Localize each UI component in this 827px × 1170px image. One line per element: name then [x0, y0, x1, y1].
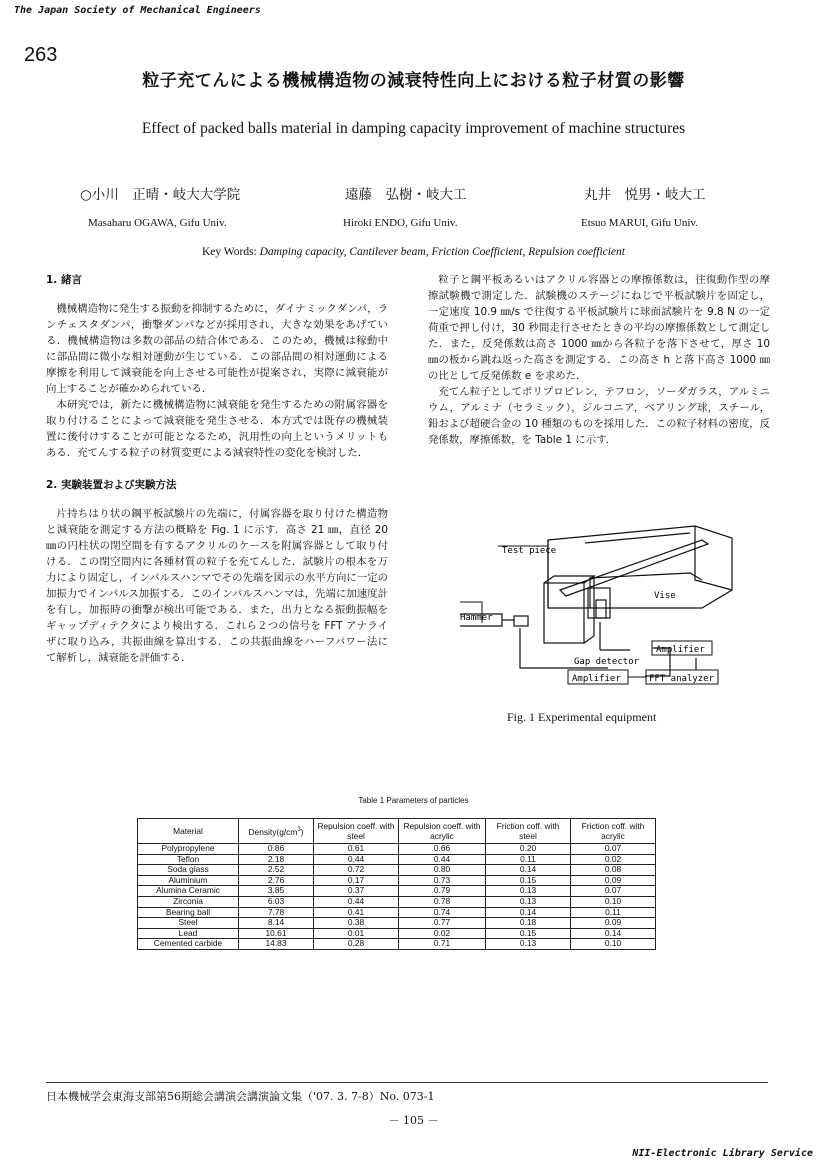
- right-column: [428, 272, 770, 448]
- table-cell: 0.07: [571, 844, 656, 855]
- table-cell: 2.52: [239, 865, 314, 876]
- table-cell: 0.11: [571, 907, 656, 918]
- section-1-paragraph-2: 本研究では，新たに機械構造物に減衰能を発生するための附属容器を取り付けることによって減衰能を発生させる．本方式では既存の機械装置に後付けすることが可能となるため，汎用性の向上というメリットもある．充てんする粒子の材質変更による減衰特性の変化を検討した．: [46, 399, 388, 459]
- society-header: The Japan Society of Mechanical Engineers: [14, 5, 261, 16]
- section-1-paragraph-1: 機械構造物に発生する振動を抑制するために，ダイナミックダンパ，ランチェスタダンパ，衝撃ダンパなどが採用され，大きな効果をあげている．機械構造物は多数の部品の結合体である．このため，機械は稼動中に部品間に微小な相対運動が生じている．この部品間の相対運動による摩擦を利用して減衰能を向上させる可能性が提案され，実際に減衰能が向上することが確かめられている．: [46, 303, 388, 395]
- amplifier-bottom-label: Amplifier: [572, 674, 621, 684]
- table-cell: Lead: [138, 928, 239, 939]
- table-cell: 0.18: [486, 918, 571, 929]
- table-cell: Alumina Ceramic: [138, 886, 239, 897]
- right-paragraph-2: 充てん粒子としてポリプロピレン，テフロン，ソーダガラス，アルミニウム，アルミナ（セラミック），ジルコニア，ベアリング球，スチール，鉛および超硬合金の 10 種類のものを採用した．この粒子材料の密度，反発係数，摩擦係数，を Table 1 に示す．: [428, 386, 770, 446]
- proceedings-citation: 日本機械学会東海支部第56期総会講演会講演論文集（'07. 3. 7-8）No. 073-1: [46, 1090, 435, 1103]
- table-cell: 0.14: [486, 907, 571, 918]
- table-cell: 0.09: [571, 918, 656, 929]
- table-cell: 0.13: [486, 939, 571, 950]
- figure-caption: Fig. 1 Experimental equipment: [507, 710, 657, 724]
- table-cell: 10.61: [239, 928, 314, 939]
- test-piece-label: Test piece: [502, 546, 557, 556]
- table-cell: 0.80: [399, 865, 486, 876]
- table-cell: 0.15: [486, 875, 571, 886]
- table-cell: 0.28: [314, 939, 399, 950]
- test-piece-beam: [560, 540, 708, 596]
- section-1-heading: 1. 緒言: [46, 274, 82, 286]
- author-3-en: Etsuo MARUI, Gifu Univ.: [581, 217, 698, 229]
- fft-analyzer-label: FFT analyzer: [649, 674, 715, 684]
- table-cell: 0.44: [314, 854, 399, 865]
- table-row: [138, 875, 656, 886]
- table-row: [138, 844, 656, 855]
- table-row: [138, 886, 656, 897]
- left-column: [46, 272, 388, 666]
- author-3-ja: 丸井 悦男・岐大工: [584, 187, 706, 203]
- parameters-table: [137, 818, 656, 950]
- author-2-ja: 遠藤 弘樹・岐大工: [345, 187, 467, 203]
- col-friction-steel: Friction coff. with steel: [486, 819, 571, 844]
- table-cell: 0.02: [399, 928, 486, 939]
- table-cell: 0.86: [239, 844, 314, 855]
- table-caption: Table 1 Parameters of particles: [358, 796, 469, 805]
- keywords-label: Key Words:: [201, 246, 257, 258]
- table-cell: 0.38: [314, 918, 399, 929]
- table-cell: 0.72: [314, 865, 399, 876]
- table-cell: Teflon: [138, 854, 239, 865]
- table-cell: 0.73: [399, 875, 486, 886]
- table-cell: 0.15: [486, 928, 571, 939]
- table-cell: 3.85: [239, 886, 314, 897]
- table-row: [138, 865, 656, 876]
- col-material: Material: [138, 819, 239, 844]
- table-cell: Polypropylene: [138, 844, 239, 855]
- table-cell: 0.20: [486, 844, 571, 855]
- table-cell: 0.11: [486, 854, 571, 865]
- gap-detector-label: Gap detector: [574, 657, 640, 667]
- table-cell: 0.02: [571, 854, 656, 865]
- right-paragraph-1: 粒子と鋼平板あるいはアクリル容器との摩擦係数は，往復動作型の摩擦試験機で測定した．試験機のステージにねじで平板試験片を固定し，一定速度 10.9 ㎜/s で往復する平板試験片に球面試験片を 9.8 N の一定荷重で押し付け，30 秒間走行させたときの平均の摩擦係数として測定した．また，反発係数は高さ 1000 ㎜から各粒子を落下させて，厚さ 10 ㎜の板から跳ね返った高さを測定する．この高さ h と落下高さ 1000 ㎜の比として反発係数 e を求めた．: [428, 274, 770, 382]
- table-cell: 0.74: [399, 907, 486, 918]
- table-cell: 14.83: [239, 939, 314, 950]
- keywords-text: Damping capacity, Cantilever beam, Friction Coefficient, Repulsion coefficient: [259, 246, 625, 258]
- experimental-equipment-figure: [440, 518, 740, 708]
- table-cell: 0.08: [571, 865, 656, 876]
- section-2-paragraph-1: 片持ちはり状の鋼平板試験片の先端に，付属容器を取り付けた構造物と減衰能を測定する方法の概略を Fig. 1 に示す．高さ 21 ㎜，直径 20 ㎜の円柱状の閉空間を有するアクリルのケースを附属容器として取り付ける．この閉空間内に各種材質の粒子を充てんした．試験片の根本を万力により固定し，インパルスハンマでその先端を図示の水平方向に一定の加振力でインパルス加振する．このインパルスハンマは，先端に加速度計を有し，加振時の衝撃が検出可能である．また，出力となる振動振幅をギャップディテクタにより検出する．これら２つの信号を FFT アナライザに取り込み，共振曲線を算出する．この共振曲線をハーフパワー法にて解析し，減衰能を評価する．: [46, 508, 388, 664]
- table-header-row: [138, 819, 656, 844]
- amplifier-top-label: Amplifier: [656, 645, 705, 655]
- table-row: [138, 907, 656, 918]
- table-cell: 2.18: [239, 854, 314, 865]
- table-cell: 0.13: [486, 896, 571, 907]
- table-cell: 8.14: [239, 918, 314, 929]
- col-density: $Density(g/cm^3)$: [239, 819, 314, 844]
- table-cell: 0.07: [571, 886, 656, 897]
- paper-number: 263: [24, 44, 58, 66]
- table-cell: Zirconia: [138, 896, 239, 907]
- table-row: [138, 854, 656, 865]
- table-cell: 0.61: [314, 844, 399, 855]
- table-cell: 0.79: [399, 886, 486, 897]
- table-cell: 0.14: [486, 865, 571, 876]
- table-cell: 0.10: [571, 896, 656, 907]
- table-cell: 0.09: [571, 875, 656, 886]
- table-cell: 0.37: [314, 886, 399, 897]
- table-row: [138, 928, 656, 939]
- table-cell: 0.71: [399, 939, 486, 950]
- keywords: [0, 246, 827, 258]
- col-friction-acrylic: Friction coff. with acrylic: [571, 819, 656, 844]
- author-1-ja: ○小川 正晴・岐大大学院: [80, 187, 241, 203]
- table-cell: Bearing ball: [138, 907, 239, 918]
- table-cell: 0.44: [314, 896, 399, 907]
- table-cell: 0.14: [571, 928, 656, 939]
- table-cell: 0.01: [314, 928, 399, 939]
- title-english: Effect of packed balls material in damping capacity improvement of machine structures: [141, 120, 686, 137]
- hammer-label: Hammer: [460, 613, 493, 623]
- table-cell: 0.17: [314, 875, 399, 886]
- col-repulsion-steel: Repulsion coeff. with steel: [314, 819, 399, 844]
- table-cell: 0.13: [486, 886, 571, 897]
- section-2-heading: 2. 実験装置および実験方法: [46, 479, 177, 491]
- col-repulsion-acrylic: Repulsion coeff. with acrylic: [399, 819, 486, 844]
- table-cell: 0.41: [314, 907, 399, 918]
- title-japanese: 粒子充てんによる機械構造物の減衰特性向上における粒子材質の影響: [142, 71, 685, 91]
- vise-label: Vise: [654, 591, 676, 601]
- table-cell: Soda glass: [138, 865, 239, 876]
- table-cell: 0.66: [399, 844, 486, 855]
- author-1-en: Masaharu OGAWA, Gifu Univ.: [88, 217, 227, 229]
- author-2-en: Hiroki ENDO, Gifu Univ.: [343, 217, 458, 229]
- table-cell: Aluminium: [138, 875, 239, 886]
- page-number: － 105 －: [388, 1114, 439, 1127]
- nii-service-footer: NII-Electronic Library Service: [632, 1148, 813, 1159]
- table-row: [138, 918, 656, 929]
- table-cell: 0.77: [399, 918, 486, 929]
- table-cell: 0.78: [399, 896, 486, 907]
- table-cell: 0.10: [571, 939, 656, 950]
- table-cell: 6.03: [239, 896, 314, 907]
- table-row: [138, 939, 656, 950]
- footer-divider: [46, 1082, 768, 1083]
- table-cell: 7.78: [239, 907, 314, 918]
- table-cell: Cemented carbide: [138, 939, 239, 950]
- table-cell: Steel: [138, 918, 239, 929]
- table-row: [138, 896, 656, 907]
- table-cell: 2.76: [239, 875, 314, 886]
- table-cell: 0.44: [399, 854, 486, 865]
